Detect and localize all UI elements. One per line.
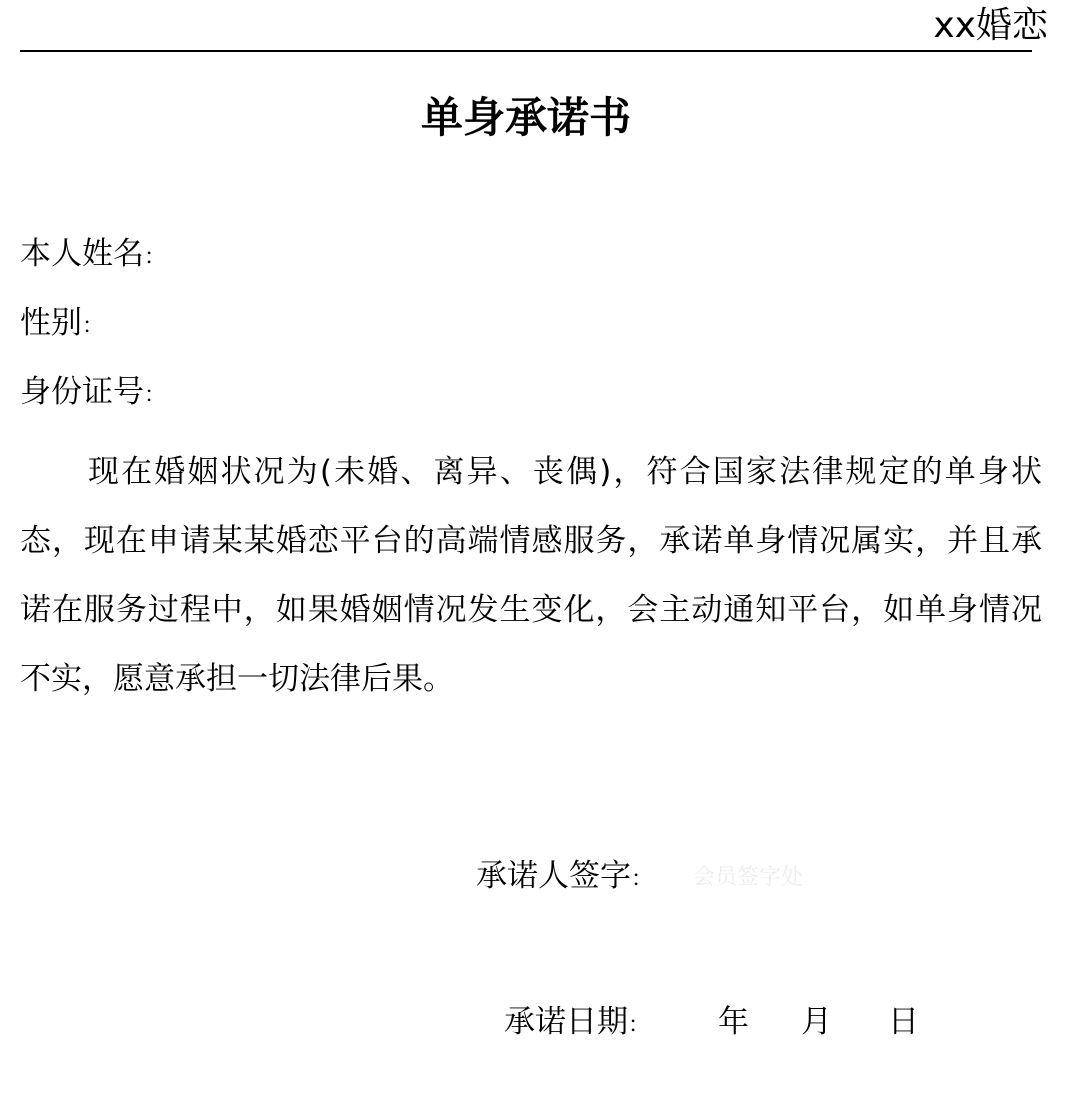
date-month-unit: 月	[801, 1004, 833, 1040]
id-number-label: 身份证号	[20, 374, 144, 410]
signature-label: 承诺人签字	[476, 858, 631, 894]
name-field	[20, 234, 166, 278]
signature-row	[476, 854, 803, 902]
date-colon: ：	[628, 1013, 651, 1038]
document-title: 单身承诺书	[420, 93, 631, 142]
name-label: 本人姓名	[20, 236, 144, 272]
date-label: 承诺日期	[504, 1004, 628, 1040]
signature-placeholder[interactable]: 会员签字处	[693, 864, 804, 890]
id-number-field	[20, 372, 166, 416]
gender-field	[20, 303, 104, 347]
promise-body-text: 现在婚姻状况为(未婚、离异、丧偶)，符合国家法律规定的单身状态，现在申请某某婚恋平台的高端情感服务，承诺单身情况属实，并且承诺在服务过程中，如果婚姻情况发生变化，会主动通知平台，如单身情况不实，愿意承担一切法律后果。	[20, 454, 1042, 697]
date-day-unit: 日	[888, 1004, 920, 1040]
gender-label: 性别	[20, 305, 82, 341]
name-colon: ：	[144, 245, 167, 270]
header-rule	[20, 50, 1032, 52]
header-brand: xx婚恋	[933, 5, 1048, 46]
date-row	[504, 1000, 919, 1048]
gender-colon: ：	[82, 314, 105, 339]
date-year-unit: 年	[718, 1004, 750, 1040]
id-number-colon: ：	[144, 383, 167, 408]
signature-colon: ：	[631, 867, 654, 892]
